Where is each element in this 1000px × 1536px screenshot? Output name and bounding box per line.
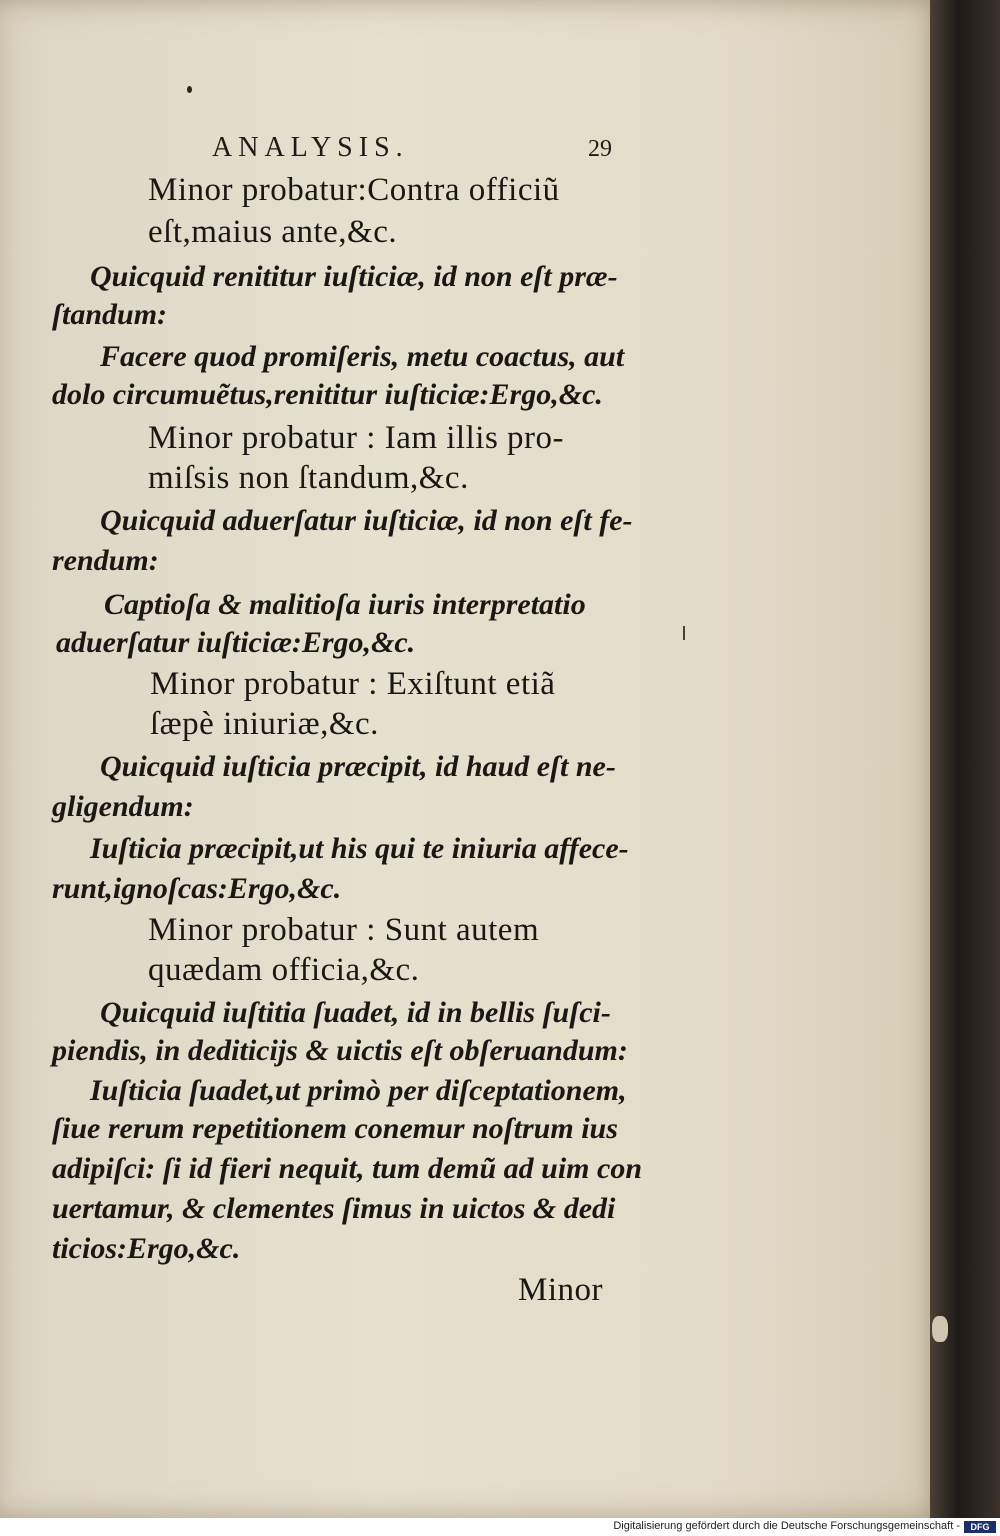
ink-mark xyxy=(683,626,685,640)
digitization-credit: Digitalisierung gefördert durch die Deutsche Forschungsgemeinschaft - xyxy=(613,1520,960,1532)
text-line: Quicquid iuſticia præcipit, id haud eſt ne- xyxy=(100,750,616,783)
text-line: Quicquid renititur iuſticiæ, id non eſt præ- xyxy=(90,260,618,293)
text-line: ſæpè iniuriæ,&c. xyxy=(150,706,379,742)
text-line: aduerſatur iuſticiæ:Ergo,&c. xyxy=(56,626,416,659)
ink-speck xyxy=(187,86,192,93)
page-edge-shadow xyxy=(930,0,1000,1518)
running-head: ANALYSIS. xyxy=(212,132,409,163)
text-line: ticios:Ergo,&c. xyxy=(52,1232,241,1265)
text-line: miſsis non ſtandum,&c. xyxy=(148,460,469,496)
text-line: Facere quod promiſeris, metu coactus, aut xyxy=(100,340,625,373)
dfg-logo: DFG xyxy=(964,1521,996,1533)
text-line: Iuſticia ſuadet,ut primò per diſceptationem, xyxy=(90,1074,627,1107)
text-line: quædam officia,&c. xyxy=(148,952,420,988)
text-line: runt,ignoſcas:Ergo,&c. xyxy=(52,872,342,905)
text-line: Minor probatur : Sunt autem xyxy=(148,912,540,948)
text-line: Minor probatur : Iam illis pro- xyxy=(148,420,565,456)
text-line: Iuſticia præcipit,ut his qui te iniuria affece- xyxy=(90,832,629,865)
text-line: adipiſci: ſi id fieri nequit, tum demũ ad uim con xyxy=(52,1152,643,1185)
paper-tear xyxy=(932,1316,948,1342)
text-line: Minor xyxy=(518,1272,603,1308)
text-line: dolo circumuẽtus,renititur iuſticiæ:Ergo,&c. xyxy=(52,378,603,411)
text-line: Quicquid aduerſatur iuſticiæ, id non eſt fe- xyxy=(100,504,633,537)
text-line: rendum: xyxy=(52,544,159,577)
text-line: piendis, in dediticijs & uictis eſt obſeruandum: xyxy=(52,1034,628,1067)
text-line: uertamur, & clementes ſimus in uictos & dedi xyxy=(52,1192,616,1225)
text-line: eſt,maius ante,&c. xyxy=(148,214,398,250)
text-line: Quicquid iuſtitia ſuadet, id in bellis ſuſci- xyxy=(100,996,611,1029)
text-line: Captioſa & malitioſa iuris interpretatio xyxy=(104,588,586,621)
text-line: ſiue rerum repetitionem conemur noſtrum ius xyxy=(52,1112,618,1145)
text-line: ſtandum: xyxy=(52,298,168,331)
text-line: gligendum: xyxy=(52,790,194,823)
page-number: 29 xyxy=(588,136,612,162)
text-line: Minor probatur:Contra officiũ xyxy=(148,172,560,208)
text-line: Minor probatur : Exiſtunt etiã xyxy=(150,666,556,702)
